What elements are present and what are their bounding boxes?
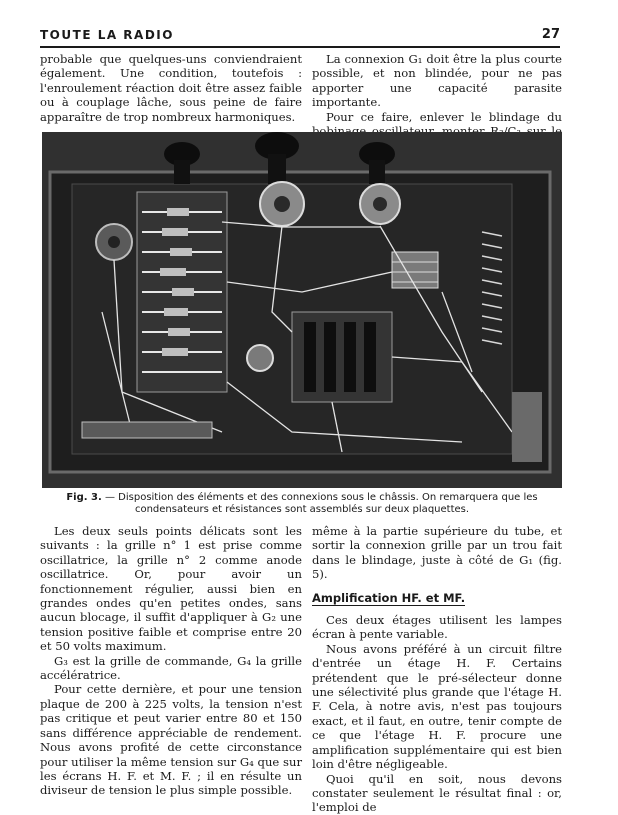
paragraph: Les deux seuls points délicats sont les suivants : la grille n° 1 est prise comme oscillatrice, la grille n° 2 comme anode oscillatrice. Or, pour avoir un fonctionnement régulier, aussi bien en grandes ondes qu'en petites ondes, sans aucun blocage, il suffit d'appliquer à G₂ une tension positive faible et comprise entre 20 et 50 volts maximum. (40, 524, 302, 654)
chassis-photo-illustration (42, 132, 562, 488)
caption-text: — Disposition des éléments et des connexions sous le châssis. On remarquera que les condensateurs et résistances sont assemblés sur deux plaquettes. (104, 492, 538, 515)
paragraph: Quoi qu'il en soit, nous devons constater seulement le résultat final : or, l'emploi de (312, 771, 562, 815)
chassis-photograph (42, 132, 562, 488)
figure-caption (40, 492, 564, 516)
magazine-title: TOUTE LA RADIO (40, 28, 174, 42)
paragraph: G₃ est la grille de commande, G₄ la grille accélératrice. (40, 653, 302, 683)
bottom-left-column (40, 524, 302, 798)
paragraph: même à la partie supérieure du tube, et sortir la connexion grille par un trou fait dans le blindage, juste à côté de G₁ (fig. 5). (312, 524, 562, 582)
paragraph: Pour cette dernière, et pour une tension plaque de 200 à 225 volts, la tension n'est pas critique et peut varier entre 80 et 150 sans différence appréciable de rendement. Nous avons profité de cette circonstance pour utiliser la même tension sur G₄ que sur les écrans H. F. et M. F. ; il en résulte un diviseur de tension le plus simple possible. (40, 682, 302, 798)
paragraph: probable que quelques-uns conviendraient également. Une condition, toutefois : l'enroulement réaction doit être assez faible ou à couplage lâche, sous peine de faire apparaître de trop nombreux harmoniques. (40, 52, 302, 124)
running-header (40, 28, 560, 48)
page-number: 27 (541, 27, 560, 42)
paragraph: Pour ce faire, enlever le blindage du (326, 109, 562, 124)
paragraph: Nous avons préféré à un circuit filtre d'entrée un étage H. F. Certains prétendent que le pré-sélecteur donne une sélectivité plus grande que l'étage H. F. Cela, à notre avis, n'est pas toujours exact, et il faut, en outre, tenir compte de ce que l'étage H. F. procure une amplification supplémentaire qui est bien loin d'être négligeable. (312, 641, 562, 772)
section-heading: Amplification HF. et MF. (312, 590, 466, 605)
top-left-column (40, 52, 302, 124)
paragraph: La connexion G₁ doit être la plus courte possible, et non blindée, pour ne pas apporter une capacité parasite importante. (312, 52, 562, 110)
bottom-right-column (312, 524, 562, 815)
figure-label: Fig. 3. (66, 492, 102, 503)
paragraph: Ces deux étages utilisent les lampes écran à pente variable. (312, 613, 562, 642)
